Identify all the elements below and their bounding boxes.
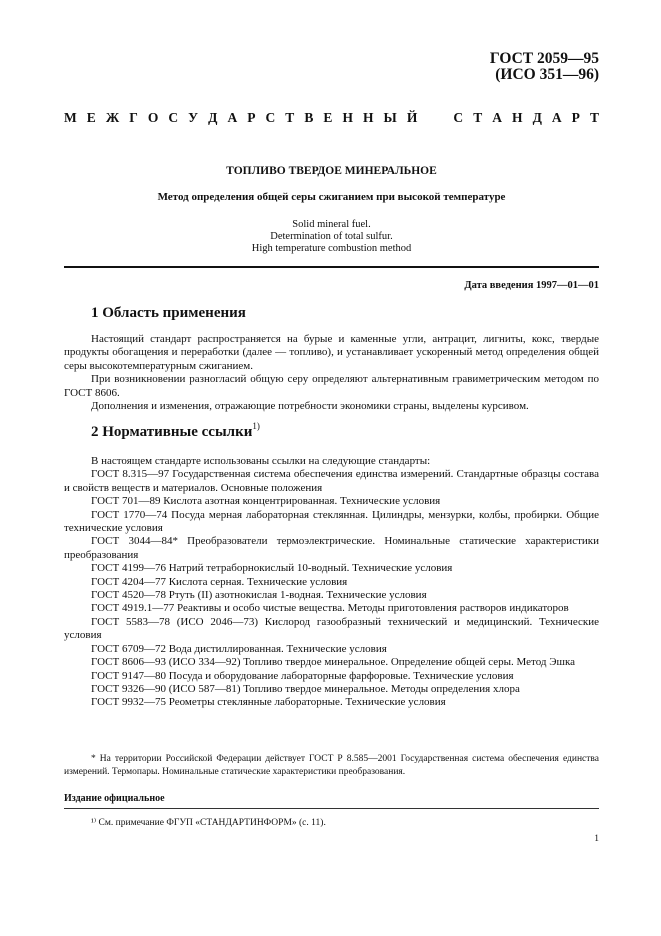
paragraph: Дополнения и изменения, отражающие потребности экономики страны, выделены курсивом. [91,400,529,413]
reference-item: ГОСТ 4919.1—77 Реактивы и особо чистые вещества. Методы приготовления растворов индикаторов [91,602,569,615]
banner-letter: Й [406,110,418,125]
banner-letter: Г [129,110,138,125]
reference-item: ГОСТ 4520—78 Ртуть (II) азотнокислая 1-водная. Технические условия [91,589,427,602]
banner-letter: Р [571,110,580,125]
reference-item: ГОСТ 9326—90 (ИСО 587—81) Топливо твердое минеральное. Методы определения хлора [91,682,520,695]
banner-letter: М [64,110,77,125]
english-title-line: Determination of total sulfur. [270,231,393,242]
banner-letter: Ж [105,110,120,125]
reference-item: ГОСТ 6709—72 Вода дистиллированная. Технические условия [91,642,387,655]
banner-letter: Т [285,110,295,125]
banner-letter: Р [247,110,256,125]
banner-letter: А [227,110,238,125]
reference-item: ГОСТ 9932—75 Реометры стеклянные лабораторные. Технические условия [91,696,446,709]
reference-item: ГОСТ 8.315—97 Государственная система обеспечения единства измерений. Стандартные образцы состава и свойств веществ и материалов. Основные положения [64,468,599,494]
banner-letter: С [265,110,276,125]
page-number: 1 [594,834,599,844]
official-edition-divider [64,808,599,809]
banner-letter: С [453,110,464,125]
banner-letter: А [492,110,502,125]
document-subtitle: Метод определения общей серы сжиганием при высокой температуре [157,191,506,203]
official-edition-label: Издание официальное [64,793,165,804]
section-1-heading: 1 Область применения [91,305,246,321]
paragraph: Настоящий стандарт распространяется на бурые и каменные угли, антрацит, лигниты, кокс, твердые продукты обогащения и переработки (далее — топливо), и устанавливает ускоренный метод определения общей серы высокотемпературным сжиганием. [64,333,599,372]
reference-item: ГОСТ 4204—77 Кислота серная. Технические условия [91,575,348,588]
banner-letter: Е [86,110,96,125]
reference-item: ГОСТ 9147—80 Посуда и оборудование лабораторные фарфоровые. Технические условия [91,669,514,682]
reference-item: ГОСТ 8606—93 (ИСО 334—92) Топливо твердое минеральное. Определение общей серы. Метод Эшка [91,656,576,669]
banner-letter: Д [532,110,542,125]
reference-item: ГОСТ 3044—84* Преобразователи термоэлектрические. Номинальные статические характеристики преобразования [64,535,599,561]
banner-word-gap [427,110,443,126]
banner-letter: О [147,110,159,125]
banner-letter: Н [512,110,523,125]
star-footnote: * На территории Российской Федерации действует ГОСТ Р 8.585—2001 Государственная система обеспечения единства измерений. Термопары. Номинальные статические характеристики преобразования. [64,754,599,777]
section-2-body [64,455,599,710]
english-title-line: Solid mineral fuel. [292,219,371,230]
section-1-body [64,333,599,413]
footnote-1: ¹⁾ См. примечание ФГУП «СТАНДАРТИНФОРМ» (с. 11). [91,818,326,828]
banner-letter: Е [323,110,333,125]
gost-number: ГОСТ 2059—95 [489,50,599,67]
interstate-standard-banner [64,110,599,126]
reference-item: ГОСТ 701—89 Кислота азотная концентрированная. Технические условия [91,495,441,508]
document-title: ТОПЛИВО ТВЕРДОЕ МИНЕРАЛЬНОЕ [226,165,437,177]
banner-letter: Д [208,110,218,125]
section-2-heading-text: 2 Нормативные ссылки [91,424,253,440]
banner-letter: С [168,110,179,125]
iso-number: (ИСО 351—96) [495,66,599,83]
banner-letter: Т [473,110,483,125]
reference-item: ГОСТ 5583—78 (ИСО 2046—73) Кислород газообразный технический и медицинский. Технические условия [64,615,599,642]
footnote-marker: 1) [252,421,260,431]
banner-letter: Т [589,110,599,125]
banner-letter: Н [362,110,374,125]
banner-letter: Н [342,110,353,125]
paragraph: В настоящем стандарте использованы ссылки на следующие стандарты: [91,455,431,467]
paragraph: При возникновении разногласий общую серу определяют альтернативным гравиметрическим методом по ГОСТ 8606. [64,373,599,399]
title-divider [64,266,599,268]
reference-item: ГОСТ 4199—76 Натрий тетраборнокислый 10-водный. Технические условия [91,562,453,575]
introduction-date: Дата введения 1997—01—01 [464,280,599,291]
reference-item: ГОСТ 1770—74 Посуда мерная лабораторная стеклянная. Цилиндры, мензурки, колбы, пробирки. Общие технические условия [64,508,599,535]
section-2-heading [91,421,260,441]
banner-letter: У [188,110,199,125]
english-title [64,219,599,255]
gost-number-block [490,51,599,83]
banner-letter: В [304,110,314,125]
banner-letter: Ы [383,110,397,125]
english-title-line: High temperature combustion method [251,243,412,254]
banner-letter: А [551,110,562,125]
